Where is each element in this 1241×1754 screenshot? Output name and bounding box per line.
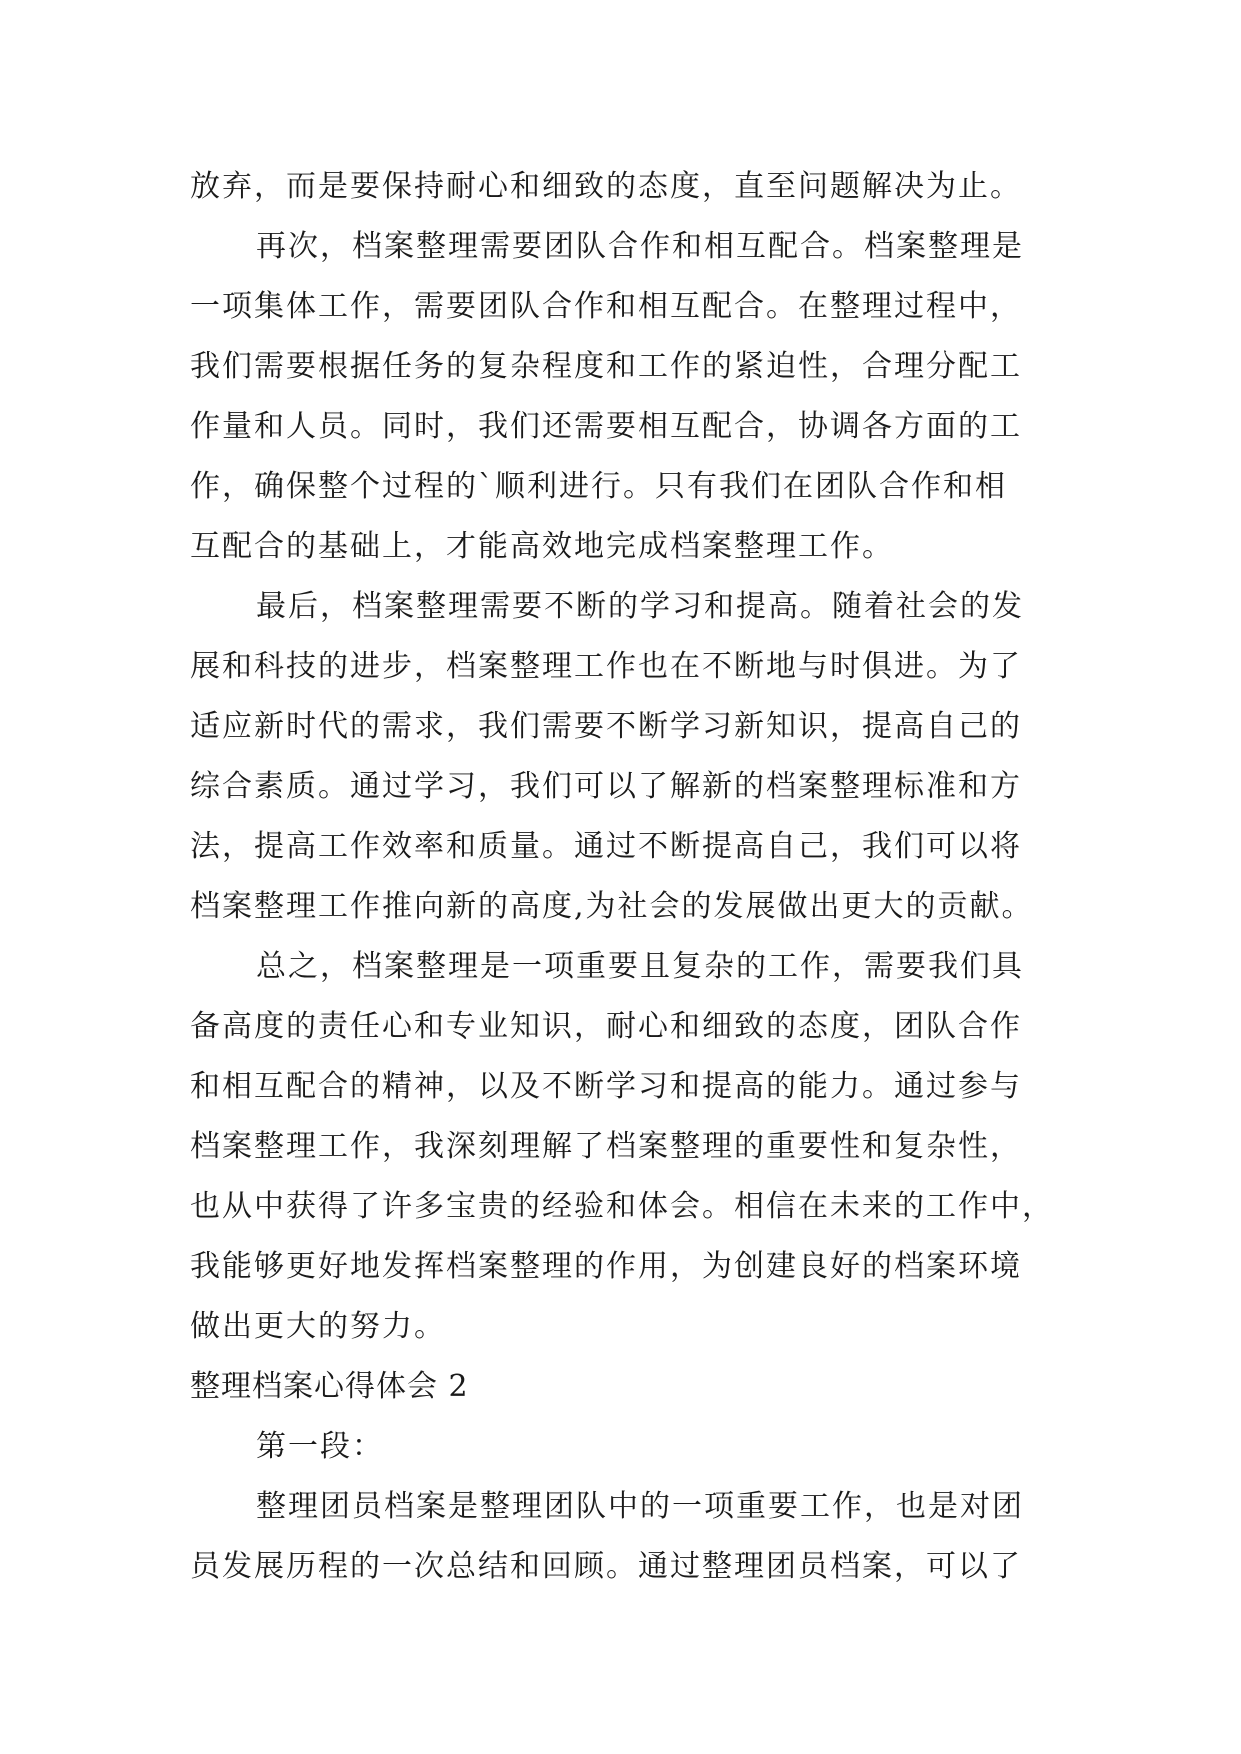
text-line: 我们需要根据任务的复杂程度和工作的紧迫性，合理分配工 [190,349,1022,384]
text-line: 适应新时代的需求，我们需要不断学习新知识，提高自己的 [190,709,1022,744]
text-line: 档案整理工作，我深刻理解了档案整理的重要性和复杂性， [190,1129,1022,1164]
text-line: 法，提高工作效率和质量。通过不断提高自己，我们可以将 [190,829,1022,864]
text-line: 我能够更好地发挥档案整理的作用，为创建良好的档案环境 [190,1249,1022,1284]
text-line: 做出更大的努力。 [190,1309,446,1344]
paragraph-start-line: 再次，档案整理需要团队合作和相互配合。档案整理是 [256,229,1024,264]
text-line: 互配合的基础上，才能高效地完成档案整理工作。 [190,529,894,564]
paragraph-start-line: 总之，档案整理是一项重要且复杂的工作，需要我们具 [256,949,1024,984]
text-line: 备高度的责任心和专业知识，耐心和细致的态度，团队合作 [190,1009,1022,1044]
text-line: 档案整理工作推向新的高度,为社会的发展做出更大的贡献。 [190,889,1034,924]
paragraph-start-line: 整理团员档案是整理团队中的一项重要工作，也是对团 [256,1489,1024,1524]
text-line: 一项集体工作，需要团队合作和相互配合。在整理过程中， [190,289,1022,324]
text-line: 作量和人员。同时，我们还需要相互配合，协调各方面的工 [190,409,1022,444]
paragraph-start-line: 最后，档案整理需要不断的学习和提高。随着社会的发 [256,589,1024,624]
text-line: 作，确保整个过程的`顺利进行。只有我们在团队合作和相 [190,469,1007,504]
text-line: 员发展历程的一次总结和回顾。通过整理团员档案，可以了 [190,1549,1022,1584]
document-body [190,157,1070,1597]
text-line: 和相互配合的精神，以及不断学习和提高的能力。通过参与 [190,1069,1022,1104]
text-line: 展和科技的进步，档案整理工作也在不断地与时俱进。为了 [190,649,1022,684]
subsection-label: 第一段： [256,1429,384,1464]
text-line: 也从中获得了许多宝贵的经验和体会。相信在未来的工作中， [190,1189,1054,1224]
text-line: 放弃，而是要保持耐心和细致的态度，直至问题解决为止。 [190,169,1022,204]
section-heading: 整理档案心得体会 2 [190,1369,469,1404]
text-line: 综合素质。通过学习，我们可以了解新的档案整理标准和方 [190,769,1022,804]
